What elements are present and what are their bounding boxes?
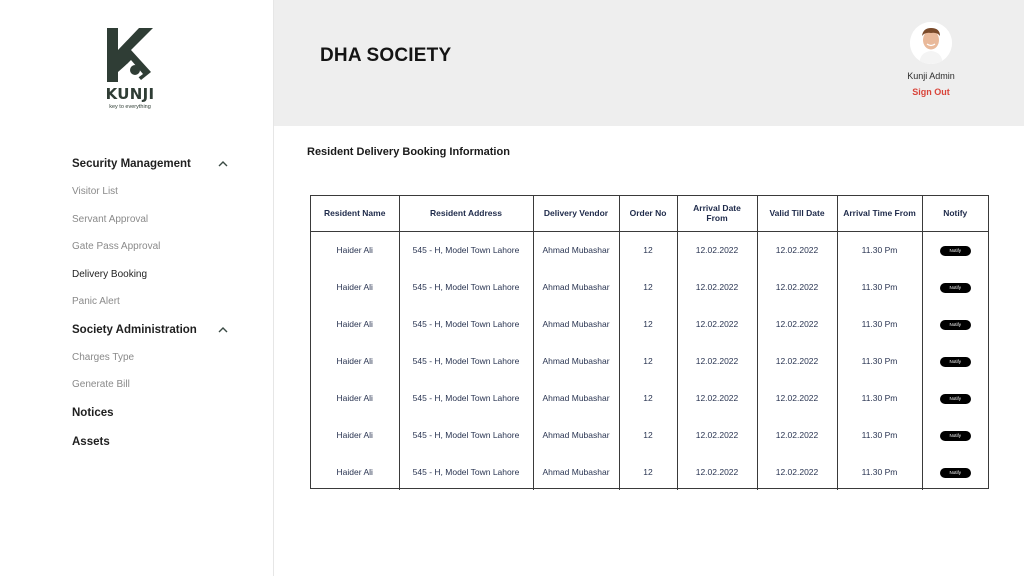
table-cell: 545 - H, Model Town Lahore (399, 453, 533, 490)
column-header: Resident Address (399, 196, 533, 231)
table-cell: 12.02.2022 (677, 342, 757, 379)
table-cell: 12 (619, 379, 677, 416)
column-header: Arrival Date From (677, 196, 757, 231)
table-header-row (311, 196, 988, 231)
table-row (311, 416, 988, 453)
table-cell: 12.02.2022 (677, 231, 757, 268)
kunji-logo-icon (105, 26, 155, 84)
table-row (311, 231, 988, 268)
column-header: Arrival Time From (837, 196, 922, 231)
table-cell (922, 268, 988, 305)
table-cell: Haider Ali (311, 379, 399, 416)
table-cell: Haider Ali (311, 416, 399, 453)
table-cell: Ahmad Mubashar (533, 379, 619, 416)
table-cell: Haider Ali (311, 342, 399, 379)
section-title: Resident Delivery Booking Information (307, 146, 510, 158)
table-cell: 11.30 Pm (837, 231, 922, 268)
column-header: Delivery Vendor (533, 196, 619, 231)
table-cell: 12.02.2022 (757, 268, 837, 305)
table-row (311, 342, 988, 379)
table-cell (922, 379, 988, 416)
user-panel (884, 22, 978, 100)
table-cell: Haider Ali (311, 231, 399, 268)
table-cell: 12.02.2022 (677, 379, 757, 416)
table-cell: 12.02.2022 (757, 305, 837, 342)
table-cell: Haider Ali (311, 453, 399, 490)
table-row (311, 453, 988, 490)
table-body (311, 231, 988, 490)
table-cell (922, 231, 988, 268)
table-cell: Ahmad Mubashar (533, 453, 619, 490)
notify-button[interactable]: Notify (940, 246, 971, 256)
nav-section-security-management[interactable] (72, 150, 242, 178)
table-cell: 11.30 Pm (837, 416, 922, 453)
sidebar-item-charges-type[interactable]: Charges Type (72, 351, 135, 363)
nav-section-label: Society Administration (72, 323, 197, 336)
user-name: Kunji Admin (907, 71, 955, 81)
table-cell: Haider Ali (311, 305, 399, 342)
sign-out-link[interactable]: Sign Out (912, 87, 950, 97)
notify-button[interactable]: Notify (940, 320, 971, 330)
table-cell: 545 - H, Model Town Lahore (399, 305, 533, 342)
sidebar-item-gate-pass-approval[interactable]: Gate Pass Approval (72, 241, 161, 252)
page-title: DHA SOCIETY (320, 45, 452, 66)
table-cell: 12.02.2022 (677, 453, 757, 490)
column-header: Order No (619, 196, 677, 231)
brand-name: KUNJI (105, 85, 155, 103)
table-row (311, 379, 988, 416)
delivery-booking-table (310, 195, 989, 489)
table-header (311, 196, 988, 231)
table-cell: 12.02.2022 (757, 342, 837, 379)
sidebar-item-servant-approval[interactable]: Servant Approval (72, 213, 149, 225)
table-cell: 545 - H, Model Town Lahore (399, 342, 533, 379)
sidebar-item-generate-bill[interactable]: Generate Bill (72, 379, 130, 390)
sidebar-item-visitor-list[interactable]: Visitor List (72, 186, 118, 197)
sidebar (0, 0, 274, 576)
sidebar-item-assets[interactable]: Assets (72, 435, 110, 448)
table-cell: 545 - H, Model Town Lahore (399, 379, 533, 416)
column-header: Notify (922, 196, 988, 231)
table-cell: 11.30 Pm (837, 268, 922, 305)
sidebar-nav (72, 150, 242, 457)
table-cell (922, 453, 988, 490)
table-cell: 545 - H, Model Town Lahore (399, 416, 533, 453)
table-cell: 11.30 Pm (837, 453, 922, 490)
table-row (311, 305, 988, 342)
table-cell: Ahmad Mubashar (533, 231, 619, 268)
chevron-up-icon[interactable] (218, 159, 228, 169)
sidebar-item-notices[interactable]: Notices (72, 406, 114, 419)
sidebar-item-panic-alert[interactable]: Panic Alert (72, 296, 120, 307)
notify-button[interactable]: Notify (940, 468, 971, 478)
table-cell: 11.30 Pm (837, 342, 922, 379)
nav-section-label: Security Management (72, 158, 191, 170)
table-cell: Ahmad Mubashar (533, 416, 619, 453)
table-cell: 11.30 Pm (837, 379, 922, 416)
brand-logo[interactable] (100, 26, 160, 110)
table-cell: Ahmad Mubashar (533, 268, 619, 305)
table-cell: 12 (619, 305, 677, 342)
column-header: Resident Name (311, 196, 399, 231)
sidebar-item-delivery-booking[interactable]: Delivery Booking (72, 268, 148, 280)
avatar[interactable] (910, 22, 952, 64)
table-cell (922, 305, 988, 342)
table-cell: 12.02.2022 (677, 416, 757, 453)
notify-button[interactable]: Notify (940, 431, 971, 441)
table-cell: 12.02.2022 (757, 453, 837, 490)
column-header: Valid Till Date (757, 196, 837, 231)
table-cell: 545 - H, Model Town Lahore (399, 231, 533, 268)
chevron-up-icon[interactable] (218, 325, 228, 335)
table-cell: 12.02.2022 (677, 268, 757, 305)
table-cell: 12 (619, 342, 677, 379)
table-cell: Haider Ali (311, 268, 399, 305)
table-cell: 12.02.2022 (757, 231, 837, 268)
user-avatar-icon (910, 22, 952, 64)
table-cell: 12.02.2022 (757, 379, 837, 416)
notify-button[interactable]: Notify (940, 357, 971, 367)
table (311, 196, 988, 490)
table-cell: 12.02.2022 (757, 416, 837, 453)
table-cell: Ahmad Mubashar (533, 342, 619, 379)
table-cell: 12.02.2022 (677, 305, 757, 342)
table-cell: 545 - H, Model Town Lahore (399, 268, 533, 305)
table-row (311, 268, 988, 305)
table-cell: 12 (619, 453, 677, 490)
table-cell: 12 (619, 268, 677, 305)
table-cell: 12 (619, 416, 677, 453)
notify-button[interactable]: Notify (940, 394, 971, 404)
brand-tagline: key to everything (109, 104, 151, 110)
table-cell: 11.30 Pm (837, 305, 922, 342)
table-cell: Ahmad Mubashar (533, 305, 619, 342)
table-cell: 12 (619, 231, 677, 268)
page-header (274, 0, 1024, 126)
table-cell (922, 342, 988, 379)
table-cell (922, 416, 988, 453)
nav-section-society-administration[interactable] (72, 316, 242, 344)
notify-button[interactable]: Notify (940, 283, 971, 293)
